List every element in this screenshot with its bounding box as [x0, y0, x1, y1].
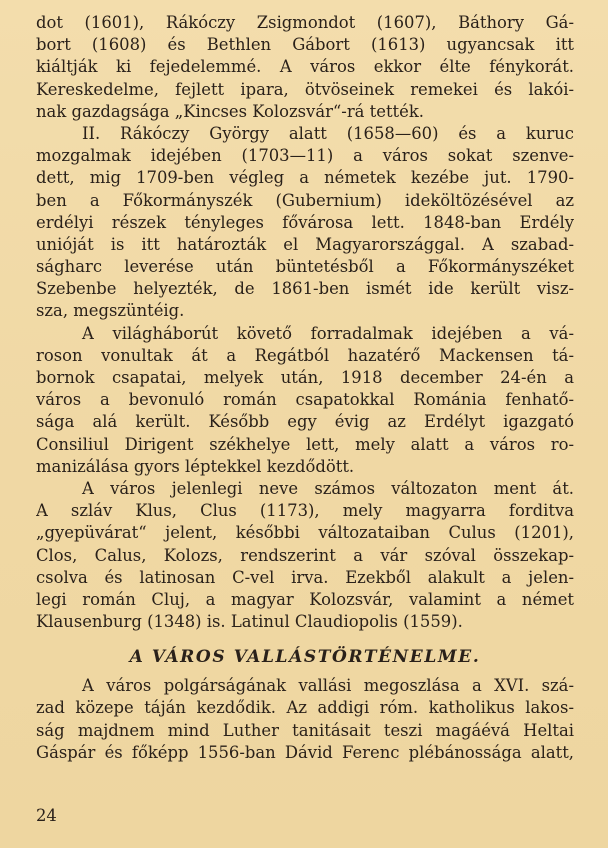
paragraph: [36, 478, 574, 633]
text-line: dot (1601), Rákóczy Zsigmondot (1607), Báthory Gá-: [36, 13, 574, 32]
text-line: zad közepe táján kezdődik. Az addigi róm. katholikus lakos-: [36, 698, 574, 718]
text-line: A szláv Klus, Clus (1173), mely magyarra forditva: [36, 501, 574, 521]
text-line: mozgalmak idejében (1703—11) a város sokat szenve-: [36, 146, 574, 166]
text-line: bornok csapatai, melyek után, 1918 december 24-én a: [36, 368, 574, 387]
text-line: ságharc leverése után büntetésből a Főkormányszéket: [36, 257, 574, 277]
text-line: nak gazdagsága „Kincses Kolozsvár“-rá tették.: [36, 101, 424, 121]
text-line: Kereskedelme, fejlett ipara, ötvöseinek remekei és lakói-: [36, 79, 574, 99]
body-text: [36, 12, 574, 764]
text-line: roson vonultak át a Regátból hazatérő Mackensen tá-: [36, 345, 574, 365]
text-line: unióját is itt határozták el Magyarországgal. A szabad-: [36, 234, 574, 254]
text-line: manizálása gyors léptekkel kezdődött.: [36, 456, 355, 476]
section-heading: A VÁROS VALLÁSTÖRTÉNELME.: [129, 647, 481, 668]
text-line: Klausenburg (1348) is. Latinul Claudiopolis (1559).: [36, 612, 463, 632]
text-line: Consiliul Dirigent székhelye lett, mely alatt a város ro-: [36, 434, 574, 454]
paragraph: [36, 123, 574, 323]
text-line: sága alá került. Később egy évig az Erdélyt igazgató: [36, 412, 574, 432]
text-line: bort (1608) és Bethlen Gábort (1613) ugyancsak itt: [36, 35, 574, 55]
text-line: A világháborút követő forradalmak idejében a vá-: [82, 323, 574, 343]
text-line: erdélyi részek tényleges fővárosa lett. 1848-ban Erdély: [36, 212, 574, 232]
text-line: II. Rákóczy György alatt (1658—60) és a kuruc: [82, 123, 574, 143]
text-line: „gyepüvárat“ jelent, későbbi változataiban Culus (1201),: [36, 523, 574, 543]
text-line: Clos, Calus, Kolozs, rendszerint a vár szóval összekap-: [36, 545, 574, 565]
text-line: csolva és latinosan C-vel irva. Ezekből alakult a jelen-: [36, 567, 574, 587]
text-line: Szebenbe helyezték, de 1861-ben ismét ide került visz-: [36, 279, 574, 299]
paragraph: [36, 12, 574, 123]
page-number: 24: [36, 806, 57, 825]
text-line: dett, mig 1709-ben végleg a németek kezébe jut. 1790-: [36, 168, 574, 188]
paragraph: [36, 323, 574, 478]
text-line: legi román Cluj, a magyar Kolozsvár, valamint a német: [36, 589, 574, 609]
text-line: város a bevonuló román csapatokkal Románia fenhatő-: [36, 390, 574, 410]
text-line: ben a Főkormányszék (Gubernium) ideköltözésével az: [36, 190, 574, 210]
text-line: A város jelenlegi neve számos változaton ment át.: [82, 478, 574, 498]
text-line: ság majdnem mind Luther tanitásait teszi magáévá Heltai: [36, 720, 574, 740]
text-line: A város polgárságának vallási megoszlása a XVI. szá-: [82, 676, 574, 696]
text-line: kiáltják ki fejedelemmé. A város ekkor élte fénykorát.: [36, 57, 574, 77]
text-line: Gáspár és főképp 1556-ban Dávid Ferenc plébánossága alatt,: [36, 742, 574, 762]
text-line: sza, megszüntéig.: [36, 301, 185, 321]
paragraph: [36, 675, 574, 764]
